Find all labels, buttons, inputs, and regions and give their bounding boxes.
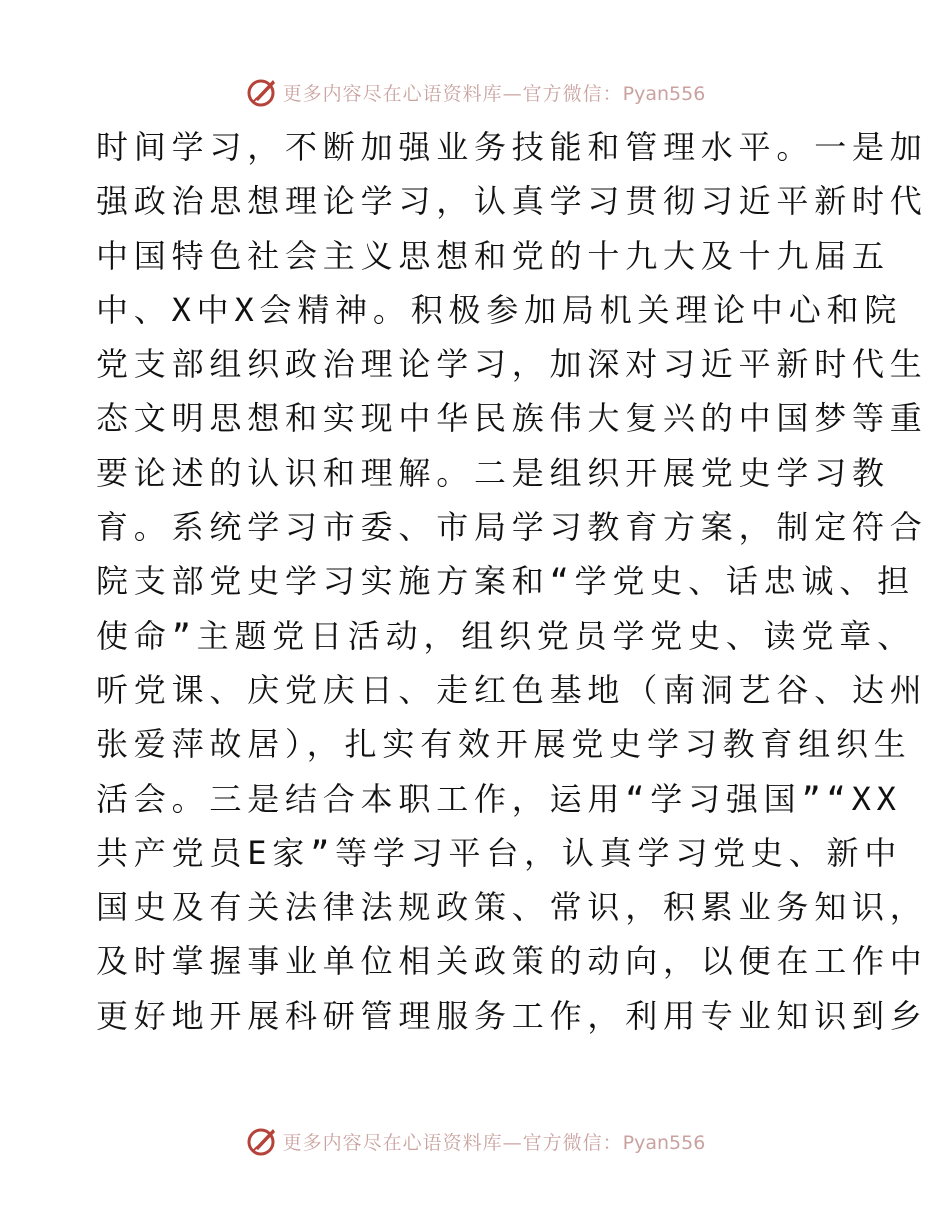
feather-pen-icon: [245, 1124, 279, 1158]
text-line: 中、X中X会精神。积极参加局机关理论中心和院: [96, 290, 903, 329]
text-line: 党支部组织政治理论学习，加深对习近平新时代生: [96, 345, 928, 384]
text-line: 育。系统学习市委、市局学习教育方案，制定符合: [96, 508, 928, 547]
document-body: [96, 120, 928, 1043]
header-watermark: [0, 72, 950, 112]
text-line: 张爱萍故居），扎实有效开展党史学习教育组织生: [96, 725, 912, 764]
text-line: 共产党员E家”等学习平台，认真学习党史、新中: [96, 833, 903, 872]
text-line: 态文明思想和实现中华民族伟大复兴的中国梦等重: [96, 399, 928, 438]
text-line: 中国特色社会主义思想和党的十九大及十九届五: [96, 236, 890, 275]
watermark-text: 更多内容尽在心语资料库—官方微信：Pyan556: [282, 1131, 706, 1154]
text-line: 使命”主题党日活动，组织党员学党史、读党章、: [96, 616, 915, 655]
text-line: 时间学习，不断加强业务技能和管理水平。一是加: [96, 128, 928, 166]
feather-pen-icon: [245, 75, 279, 109]
text-line: 听党课、庆党庆日、走红色基地（南洞艺谷、达州: [96, 670, 928, 709]
text-line: 及时掌握事业单位相关政策的动向，以便在工作中: [96, 942, 928, 981]
text-line: 强政治思想理论学习，认真学习贯彻习近平新时代: [96, 182, 928, 221]
text-line: 更好地开展科研管理服务工作，利用专业知识到乡: [96, 996, 928, 1035]
text-line: 院支部党史学习实施方案和“学党史、话忠诚、担: [96, 562, 915, 601]
text-line: 要论述的认识和理解。二是组织开展党史学习教: [96, 453, 890, 492]
text-line: 活会。三是结合本职工作，运用“学习强国”“XX: [96, 779, 902, 818]
footer-watermark: [0, 1121, 950, 1161]
watermark-text: 更多内容尽在心语资料库—官方微信：Pyan556: [282, 82, 706, 105]
text-line: 国史及有关法律法规政策、常识，积累业务知识，: [96, 888, 928, 927]
